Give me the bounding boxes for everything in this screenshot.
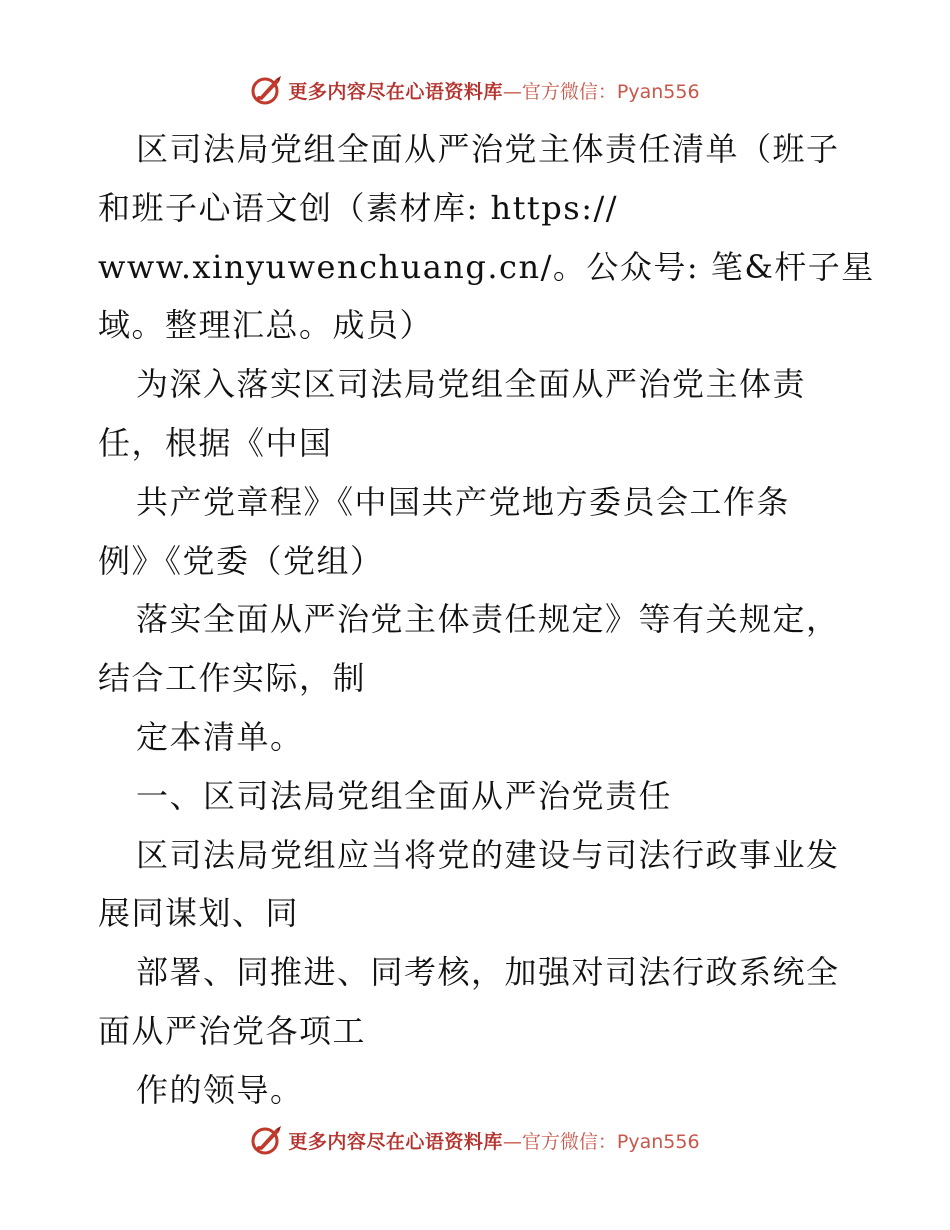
quill-logo-icon <box>250 1123 284 1157</box>
doc-line-section-5: 作的领导。 <box>136 1070 304 1109</box>
doc-line-section-3: 部署、同推进、同考核，加强对司法行政系统全 <box>136 953 840 992</box>
doc-line-intro-2: 任，根据《中国 <box>98 423 333 462</box>
doc-line-intro-3: 共产党章程》《中国共产党地方委员会工作条 <box>136 482 791 521</box>
doc-line-intro-4: 例》《党委（党组） <box>98 541 384 580</box>
doc-line-section-2: 展同谋划、同 <box>98 894 300 933</box>
doc-line-intro-6: 结合工作实际，制 <box>98 659 367 698</box>
doc-line-intro-1: 为深入落实区司法局党组全面从严治党主体责 <box>136 365 807 404</box>
doc-line-intro-5: 落实全面从严治党主体责任规定》等有关规定， <box>136 600 840 639</box>
doc-line-intro-7: 定本清单。 <box>136 717 304 756</box>
banner-main-text: 更多内容尽在心语资料库 <box>288 1130 503 1153</box>
banner-wechat-text: —官方微信：Pyan556 <box>502 1130 700 1153</box>
doc-line-title-4: 域。整理汇总。成员） <box>98 306 434 345</box>
footer-banner <box>0 1123 950 1157</box>
header-banner <box>0 73 950 107</box>
banner-wechat-text: —官方微信：Pyan556 <box>502 80 700 103</box>
banner-main-text: 更多内容尽在心语资料库 <box>288 80 503 103</box>
doc-line-section-4: 面从严治党各项工 <box>98 1011 367 1050</box>
doc-line-section-1: 区司法局党组应当将党的建设与司法行政事业发 <box>136 835 840 874</box>
document-body <box>98 120 875 1120</box>
doc-section-heading-1: 一、区司法局党组全面从严治党责任 <box>136 776 673 815</box>
doc-line-title-2: 和班子心语文创（素材库: https:// <box>98 188 619 227</box>
doc-line-title-1: 区司法局党组全面从严治党主体责任清单（班子 <box>136 130 840 168</box>
doc-line-title-3: www.xinyuwenchuang.cn/。公众号: 笔&杆子星 <box>98 247 875 286</box>
quill-logo-icon <box>250 73 284 107</box>
